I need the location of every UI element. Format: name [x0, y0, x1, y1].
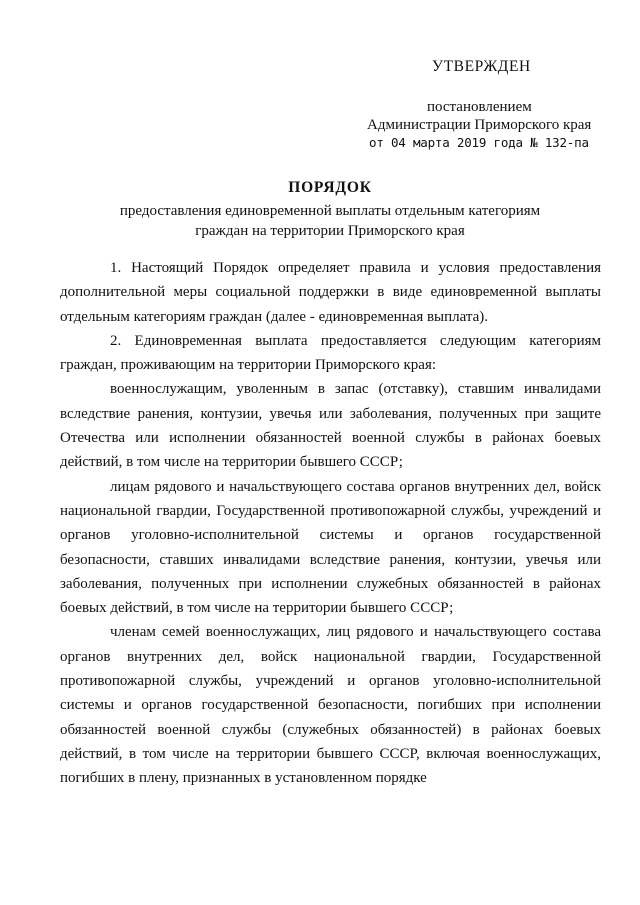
- document-subtitle-line-2: граждан на территории Приморского края: [195, 223, 465, 239]
- document-subtitle-line-1: предоставления единовременной выплаты отдельным категориям: [119, 203, 541, 219]
- approval-resolution-label: постановлением: [427, 99, 532, 115]
- paragraph-3: военнослужащим, уволенным в запас (отставку), ставшим инвалидами вследствие ранения, контузии, увечья или заболевания, полученных при защите Отечества или исполнении обязанностей военной службы в районах боевых действий, в том числе на территории бывшего СССР;: [60, 381, 601, 471]
- document-title: ПОРЯДОК: [288, 179, 372, 196]
- approval-heading: УТВЕРЖДЕН: [432, 58, 531, 75]
- paragraph-2: 2. Единовременная выплата предоставляется следующим категориям граждан, проживающим на территории Приморского края:: [60, 332, 601, 374]
- approval-stamp: [355, 58, 615, 152]
- paragraph-1: 1. Настоящий Порядок определяет правила и условия предоставления дополнительной меры социальной поддержки в виде единовременной выплаты отдельным категориям граждан (далее - единовременная выплата).: [60, 260, 601, 325]
- approval-authority: Администрации Приморского края: [367, 117, 592, 133]
- document-title-block: [60, 178, 600, 241]
- document-body: [60, 256, 601, 791]
- paragraph-4: лицам рядового и начальствующего состава органов внутренних дел, войск национальной гвардии, Государственной противопожарной службы, учреждений и органов уголовно-исполнительной системы и органов государственной безопасности, ставших инвалидами вследствие ранения, контузии, увечья или заболевания, полученных при исполнении служебных обязанностей в районах боевых действий, в том числе на территории бывшего СССР;: [60, 478, 601, 617]
- approval-date-number: от 04 марта 2019 года № 132-па: [369, 135, 589, 150]
- paragraph-5: членам семей военнослужащих, лиц рядового и начальствующего состава органов внутренних дел, войск национальной гвардии, Государственной противопожарной службы, учреждений и органов уголовно-исполнительной системы и органов государственной безопасности, погибших при исполнении обязанностей военной службы (служебных обязанностей) в районах боевых действий, в том числе на территории бывшего СССР, включая военнослужащих, погибших в плену, признанных в установленном порядке: [60, 624, 601, 787]
